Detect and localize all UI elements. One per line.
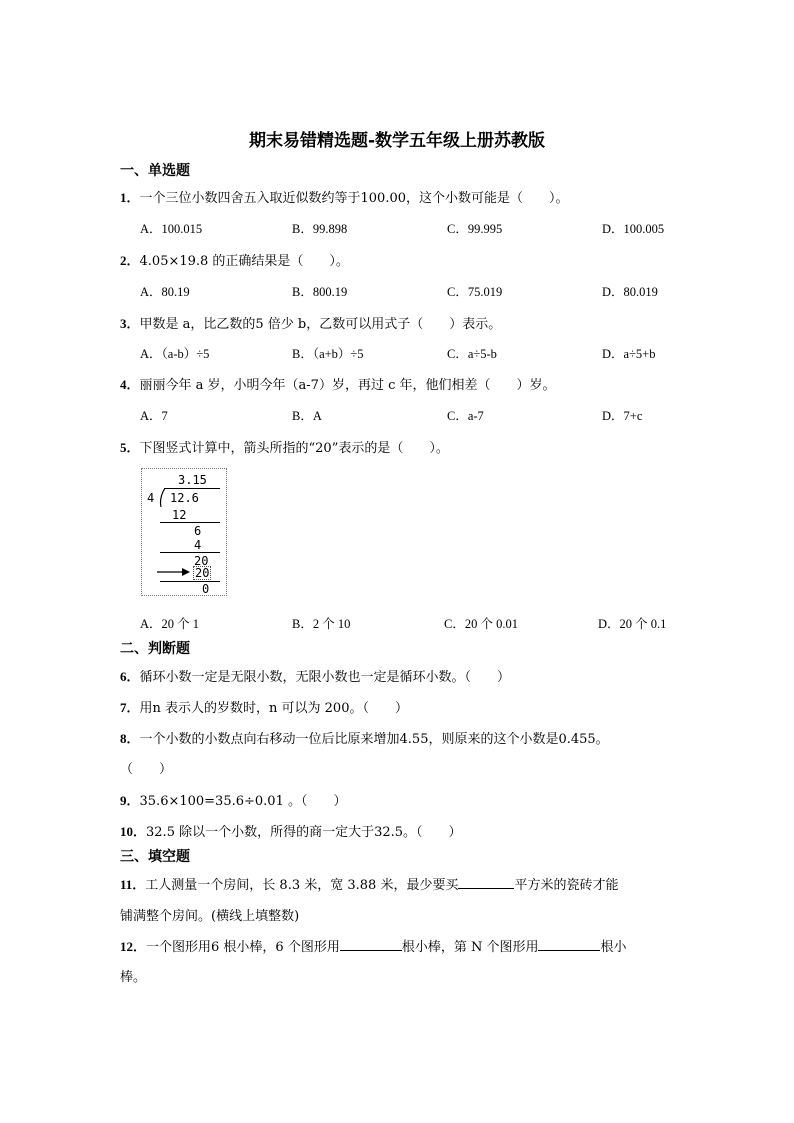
question-text: 4.05×19.8 的正确结果是（ ）。 bbox=[139, 254, 349, 269]
question-7 bbox=[120, 697, 408, 716]
question-number: 7． bbox=[120, 700, 140, 715]
question-text: 一个三位小数四舍五入取近似数约等于100.00，这个小数可能是（ ）。 bbox=[139, 191, 569, 206]
question-number: 9． bbox=[120, 793, 140, 808]
question-text: 循环小数一定是无限小数，无限小数也一定是循环小数。（ ） bbox=[139, 670, 511, 685]
page-title: 期末易错精选题-数学五年级上册苏教版 bbox=[248, 131, 546, 151]
question-10 bbox=[120, 821, 462, 840]
question-11-continuation: 铺满整个房间。(横线上填整数) bbox=[120, 909, 300, 924]
q2-option-d: D．80.019 bbox=[602, 285, 658, 299]
q3-option-c: C．a÷5-b bbox=[447, 347, 497, 361]
question-number: 11． bbox=[120, 877, 146, 892]
answer-blank[interactable] bbox=[458, 876, 514, 889]
q3-option-d: D．a÷5+b bbox=[602, 347, 656, 361]
question-text: 工人测量一个房间，长 8.3 米，宽 3.88 米，最少要买 bbox=[145, 878, 459, 893]
q5-option-b: B．2 个 10 bbox=[292, 617, 351, 631]
question-8-continuation: （ ） bbox=[120, 762, 173, 777]
section-heading-true-false: 二、判断题 bbox=[120, 641, 190, 657]
division-step-row: 6 bbox=[194, 524, 202, 538]
division-quotient: 3.15 bbox=[178, 473, 207, 487]
q4-option-c: C．a-7 bbox=[447, 409, 484, 423]
question-text: 35.6×100=35.6÷0.01 。（ ） bbox=[139, 794, 347, 809]
question-text: 丽丽今年 a 岁，小明今年（a-7）岁，再过 c 年，他们相差（ ）岁。 bbox=[139, 378, 556, 393]
q5-option-c: C．20 个 0.01 bbox=[444, 617, 518, 631]
long-division-figure bbox=[141, 468, 227, 596]
question-text: 甲数是 a，比乙数的5 倍少 b，乙数可以用式子（ ）表示。 bbox=[139, 317, 502, 332]
q2-option-b: B．800.19 bbox=[292, 285, 348, 299]
division-top-bar bbox=[164, 488, 220, 489]
question-12 bbox=[120, 936, 626, 955]
question-9 bbox=[120, 790, 346, 809]
question-text: 平方米的瓷砖才能 bbox=[514, 878, 619, 893]
q2-option-a: A．80.19 bbox=[140, 285, 190, 299]
question-2 bbox=[120, 250, 349, 269]
question-text: 下图竖式计算中，箭头所指的“20”表示的是（ ）。 bbox=[139, 441, 449, 456]
question-number: 2． bbox=[120, 253, 140, 268]
q1-option-a: A．100.015 bbox=[140, 222, 203, 236]
section-heading-single-choice: 一、单选题 bbox=[120, 163, 190, 179]
q5-option-a: A．20 个 1 bbox=[140, 617, 200, 631]
division-dividend: 12.6 bbox=[170, 491, 199, 505]
question-4 bbox=[120, 374, 556, 393]
question-1 bbox=[120, 187, 569, 206]
division-step-line bbox=[160, 522, 220, 523]
division-bracket-icon bbox=[158, 488, 168, 508]
question-number: 4． bbox=[120, 377, 140, 392]
q4-option-b: B．A bbox=[292, 409, 322, 423]
division-step-line bbox=[160, 581, 220, 582]
division-step-row: 12 bbox=[172, 508, 187, 522]
q3-option-a: A．（a-b）÷5 bbox=[140, 347, 210, 361]
answer-blank[interactable] bbox=[538, 938, 600, 951]
question-number: 1． bbox=[120, 190, 140, 205]
question-number: 10． bbox=[120, 824, 147, 839]
arrow-right-icon bbox=[156, 567, 192, 577]
question-text: 用n 表示人的岁数时，n 可以为 200。（ ） bbox=[139, 701, 408, 716]
highlighted-20: 20 bbox=[195, 566, 210, 580]
question-number: 12． bbox=[120, 939, 147, 954]
q1-option-c: C．99.995 bbox=[447, 222, 503, 236]
question-number: 3． bbox=[120, 316, 140, 331]
question-text: 一个小数的小数点向右移动一位后比原来增加4.55，则原来的这个小数是0.455。 bbox=[139, 732, 609, 747]
q2-option-c: C．75.019 bbox=[447, 285, 503, 299]
q1-option-b: B．99.898 bbox=[292, 222, 348, 236]
division-remainder: 0 bbox=[202, 582, 210, 596]
question-text: 根小 bbox=[600, 940, 627, 955]
q5-option-d: D．20 个 0.1 bbox=[598, 617, 667, 631]
q4-option-d: D．7+c bbox=[602, 409, 643, 423]
q3-option-b: B．（a+b）÷5 bbox=[292, 347, 364, 361]
question-8 bbox=[120, 728, 609, 747]
question-text: 根小棒，第 N 个图形用 bbox=[401, 940, 539, 955]
question-number: 8． bbox=[120, 731, 140, 746]
division-step-line bbox=[160, 552, 220, 553]
question-6 bbox=[120, 666, 510, 685]
division-step-row: 20 bbox=[194, 554, 209, 568]
question-text: 一个图形用6 根小棒，6 个图形用 bbox=[146, 940, 340, 955]
answer-blank[interactable] bbox=[340, 938, 402, 951]
division-divisor: 4 bbox=[147, 491, 155, 505]
question-5 bbox=[120, 437, 449, 456]
section-heading-fill-blank: 三、填空题 bbox=[120, 849, 190, 865]
q1-option-d: D．100.005 bbox=[602, 222, 665, 236]
division-step-row: 4 bbox=[194, 538, 202, 552]
question-3 bbox=[120, 313, 501, 332]
question-text: 32.5 除以一个小数，所得的商一定大于32.5。（ ） bbox=[146, 825, 462, 840]
question-12-continuation: 棒。 bbox=[120, 970, 147, 985]
question-number: 5． bbox=[120, 440, 140, 455]
question-number: 6． bbox=[120, 669, 140, 684]
question-11 bbox=[120, 874, 618, 893]
q4-option-a: A．7 bbox=[140, 409, 168, 423]
